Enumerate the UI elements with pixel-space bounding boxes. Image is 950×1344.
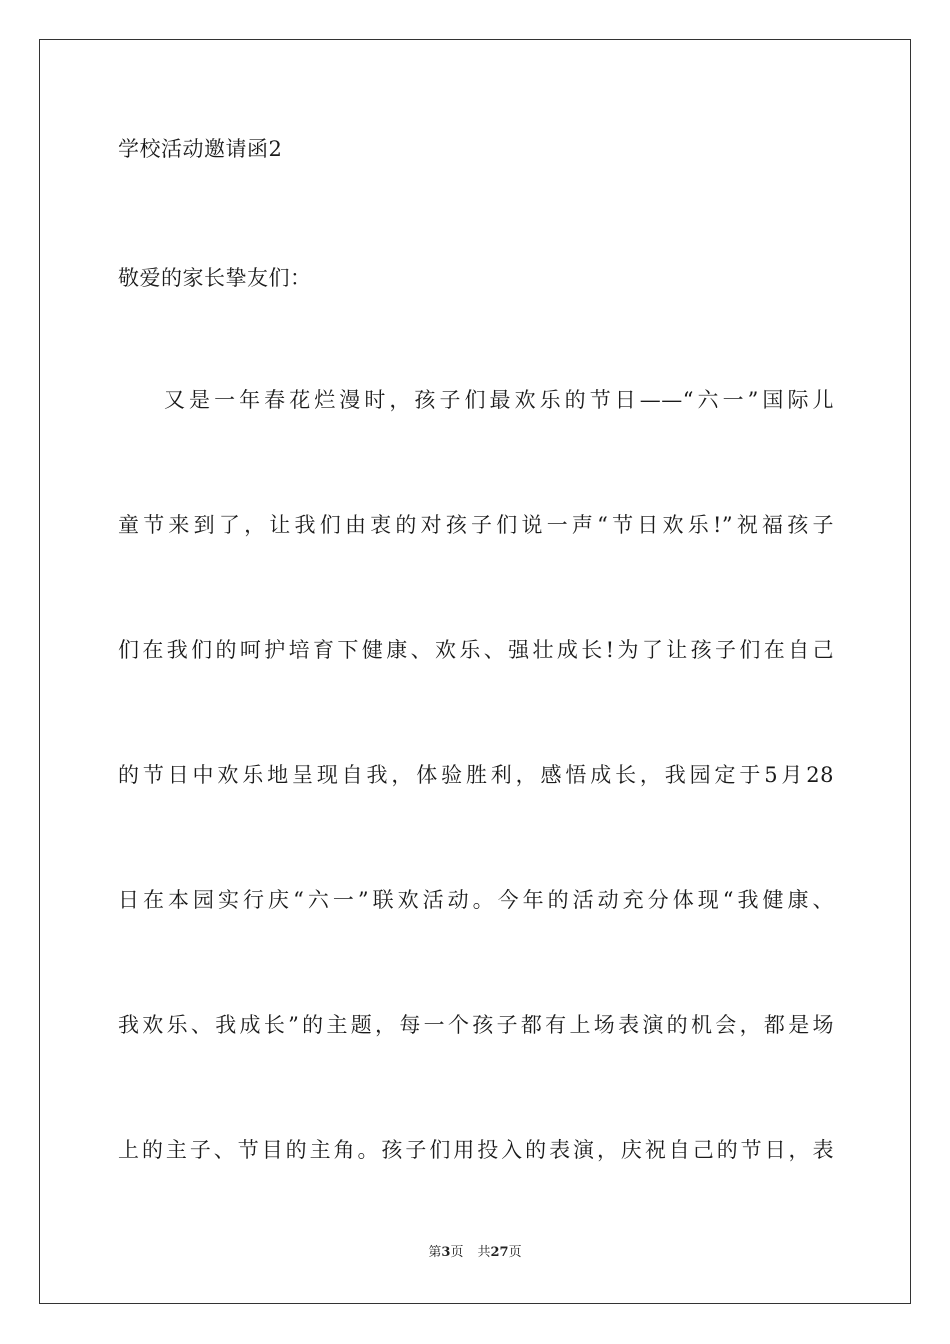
total-suffix: 页	[508, 1245, 522, 1260]
page-prefix: 第	[428, 1245, 442, 1260]
total-pages: 27	[490, 1245, 509, 1260]
body-line-4: 的节日中欢乐地呈现自我，体验胜利，感悟成长，我园定于5月28	[118, 763, 834, 787]
total-prefix: 共	[477, 1245, 491, 1260]
body-line-6: 我欢乐、我成长”的主题，每一个孩子都有上场表演的机会，都是场	[118, 1013, 834, 1037]
page-footer	[0, 1244, 950, 1262]
page-suffix: 页	[450, 1245, 464, 1260]
body-line-2: 童节来到了，让我们由衷的对孩子们说一声“节日欢乐!”祝福孩子	[118, 513, 834, 537]
page-border	[39, 39, 911, 1304]
document-title: 学校活动邀请函2	[118, 137, 283, 161]
body-line-5: 日在本园实行庆“六一”联欢活动。今年的活动充分体现“我健康、	[118, 888, 834, 912]
body-line-1: 又是一年春花烂漫时，孩子们最欢乐的节日——“六一”国际儿	[164, 388, 834, 412]
salutation: 敬爱的家长挚友们：	[118, 266, 312, 290]
page-number: 3	[441, 1245, 451, 1260]
body-line-3: 们在我们的呵护培育下健康、欢乐、强壮成长!为了让孩子们在自己	[118, 638, 834, 662]
body-line-7: 上的主子、节目的主角。孩子们用投入的表演，庆祝自己的节日，表	[118, 1138, 834, 1162]
